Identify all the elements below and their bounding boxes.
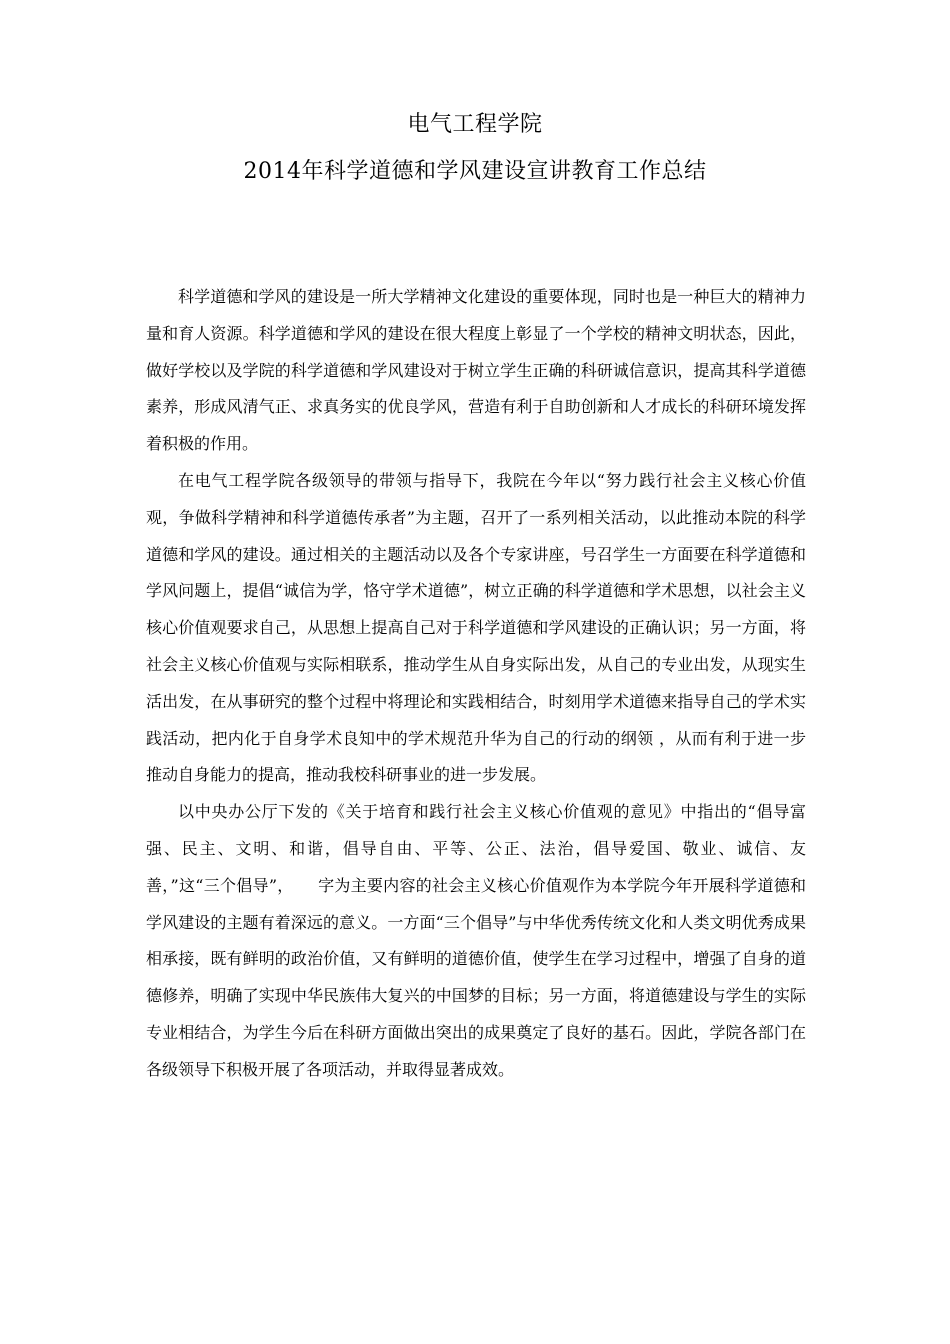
body-paragraph-3: 以中央办公厅下发的《关于培育和践行社会主义核心价值观的意见》中指出的“倡导富强、民主、文明、和谐，倡导自由、平等、公正、法治，倡导爱国、敬业、诚信、友善，”这“三个倡导”， 字为主要内容的社会主义核心价值观作为本学院今年开展科学道德和学风建设的主题有着深远的意义。一方面“三个倡导”与中华优秀传统文化和人类文明优秀成果相承接，既有鲜明的政治价值，又有鲜明的道德价值，使学生在学习过程中，增强了自身的道德修养，明确了实现中华民族伟大复兴的中国梦的目标；另一方面，将道德建设与学生的实际专业相结合，为学生今后在科研方面做出突出的成果奠定了良好的基石。因此，学院各部门在各级领导下积极开展了各项活动，并取得显著成效。 [146,802,806,1079]
document-title-main: 2014年科学道德和学风建设宣讲教育工作总结 [243,159,707,184]
body-paragraph-2: 在电气工程学院各级领导的带领与指导下，我院在今年以“努力践行社会主义核心价值观，争做科学精神和科学道德传承者”为主题，召开了一系列相关活动，以此推动本院的科学道德和学风的建设。通过相关的主题活动以及各个专家讲座，号召学生一方面要在科学道德和学风问题上，提倡“诚信为学，恪守学术道德”，树立正确的科学道德和学术思想，以社会主义核心价值观要求自己，从思想上提高自己对于科学道德和学风建设的正确认识；另一方面，将社会主义核心价值观与实际相联系，推动学生从自身实际出发，从自己的专业出发，从现实生活出发，在从事研究的整个过程中将理论和实践相结合，时刻用学术道德来指导自己的学术实践活动，把内化于自身学术良知中的学术规范升华为自己的行动的纲领 ，从而有利于进一步推动自身能力的提高，推动我校科研事业的进一步发展。 [146,470,806,785]
body-paragraph-1: 科学道德和学风的建设是一所大学精神文化建设的重要体现，同时也是一种巨大的精神力量和育人资源。科学道德和学风的建设在很大程度上彰显了一个学校的精神文明状态，因此，做好学校以及学院的科学道德和学风建设对于树立学生正确的科研诚信意识，提高其科学道德素养，形成风清气正、求真务实的优良学风，营造有利于自助创新和人才成长的科研环境发挥着积极的作用。 [146,287,806,454]
document-body [146,279,806,1089]
document-title-school: 电气工程学院 [407,112,543,137]
